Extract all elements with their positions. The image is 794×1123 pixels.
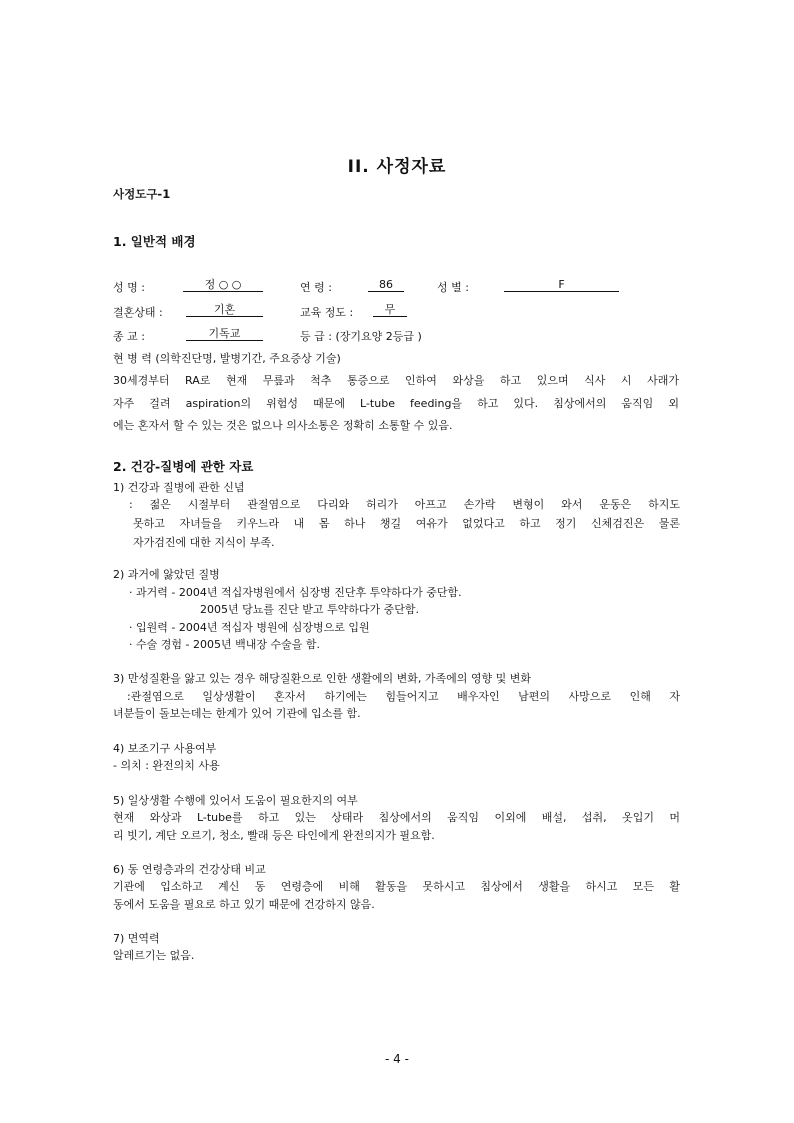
item-line: 기관에 입소하고 계신 동 연령층에 비해 활동을 못하시고 침상에서 생활을 하시고 모든 활 (113, 880, 680, 893)
item-title: 2) 과거에 앓았던 질병 (113, 568, 220, 581)
item-line: · 입원력 - 2004년 적십자 병원에 심장병으로 입원 (129, 621, 370, 634)
name-value: 정 ○ ○ (183, 278, 263, 292)
item-line: · 과거력 - 2004년 적십자병원에서 심장병 진단후 투약하다가 중단함. (129, 586, 462, 599)
tool-label: 사정도구-1 (113, 187, 171, 201)
grade-label: 등 급 : (장기요양 2등급 ) (300, 330, 422, 343)
present-illness-line: 자주 걸려 aspiration의 위험성 때문에 L-tube feeding을 하고 있다. 침상에서의 움직임 외 (113, 397, 679, 410)
item-title: 7) 면역력 (113, 932, 160, 945)
present-illness-line: 에는 혼자서 할 수 있는 것은 없으나 의사소통은 정확히 소통할 수 있음. (113, 419, 453, 432)
age-label: 연 령 : (300, 281, 332, 294)
item-title: 5) 일상생활 수행에 있어서 도움이 필요한지의 여부 (113, 794, 358, 807)
item-line: 알레르기는 없음. (113, 949, 195, 962)
item-line: - 의치 : 완전의치 사용 (113, 759, 220, 772)
item-line: 동에서 도움을 필요로 하고 있기 때문에 건강하지 않음. (113, 898, 375, 911)
religion-value: 기독교 (186, 327, 263, 341)
sex-label: 성 별 : (437, 281, 469, 294)
item-line: 리 빗기, 계단 오르기, 청소, 빨래 등은 타인에게 완전의지가 필요함. (113, 829, 435, 842)
section2-heading: 2. 건강-질병에 관한 자료 (113, 459, 254, 474)
item-line: · 수술 경험 - 2005년 백내장 수술을 함. (129, 638, 320, 651)
item-line: : 젊은 시절부터 관절염으로 다리와 허리가 아프고 손가락 변형이 와서 운동은 하지도 (129, 498, 680, 511)
edu-value: 무 (373, 303, 407, 317)
sex-value: F (504, 278, 619, 292)
item-title: 4) 보조기구 사용여부 (113, 742, 217, 755)
section1-heading: 1. 일반적 배경 (113, 234, 196, 249)
age-value: 86 (368, 278, 404, 292)
page-number: - 4 - (385, 1052, 409, 1066)
item-line: 2005년 당뇨를 진단 받고 투약하다가 중단함. (200, 603, 419, 616)
edu-label: 교육 정도 : (300, 306, 354, 319)
item-title: 6) 동 연령층과의 건강상태 비교 (113, 863, 266, 876)
item-line: 녀분들이 돌보는데는 한계가 있어 기관에 입소를 함. (113, 707, 361, 720)
item-line: 현재 와상과 L-tube를 하고 있는 상태라 침상에서의 움직임 이외에 배설, 섭취, 옷입기 머 (113, 811, 680, 824)
page-title: II. 사정자료 (347, 157, 447, 177)
present-illness-line: 30세경부터 RA로 현재 무릎과 척추 통증으로 인하여 와상을 하고 있으며 식사 시 사래가 (113, 374, 679, 387)
item-line: 자가검진에 대한 지식이 부족. (133, 536, 275, 549)
present-illness-label: 현 병 력 (의학진단명, 발병기간, 주요증상 기술) (113, 352, 341, 365)
item-line: 못하고 자녀들을 키우느라 내 몸 하나 챙길 여유가 없었다고 하고 정기 신체검진은 물론 (133, 517, 680, 530)
item-title: 1) 건강과 질병에 관한 신념 (113, 481, 245, 494)
religion-label: 종 교 : (113, 330, 145, 343)
item-line: :관절염으로 일상생활이 혼자서 하기에는 힘들어지고 배우자인 남편의 사망으로 인해 자 (127, 690, 680, 703)
name-label: 성 명 : (113, 281, 145, 294)
marital-label: 결혼상태 : (113, 306, 163, 319)
marital-value: 기혼 (186, 303, 263, 317)
item-title: 3) 만성질환을 앓고 있는 경우 해당질환으로 인한 생활에의 변화, 가족에의 영향 및 변화 (113, 672, 532, 685)
